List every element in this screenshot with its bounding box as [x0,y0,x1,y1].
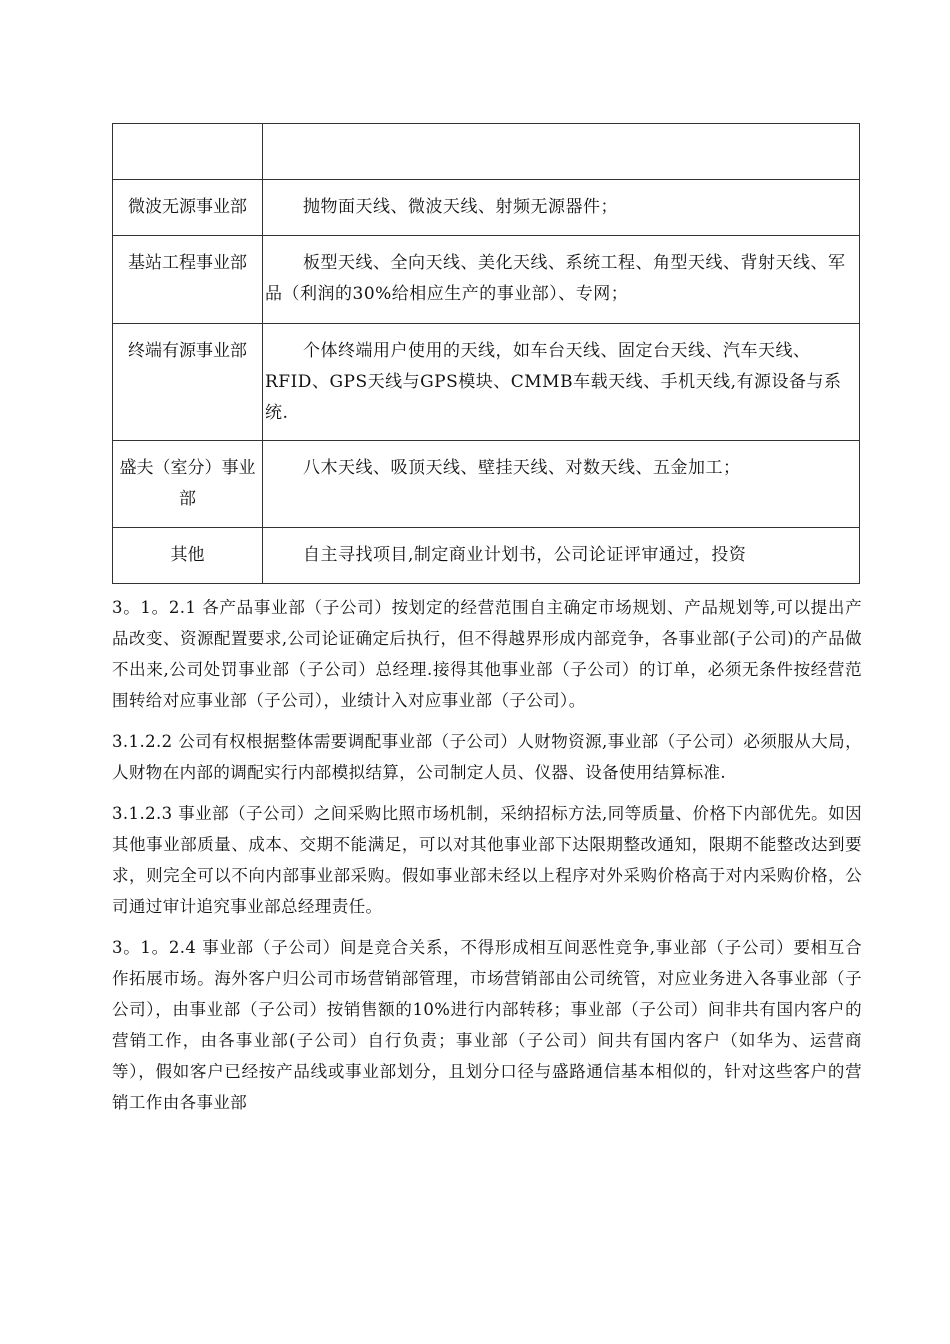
table-row [113,236,860,324]
scope-cell [263,124,860,180]
table-row [113,180,860,236]
scope-cell: 自主寻找项目,制定商业计划书，公司论证评审通过，投资 [263,528,860,584]
dept-cell: 其他 [113,528,263,584]
table-row [113,324,860,441]
table-row [113,124,860,180]
paragraph-3-1-2-2: 3.1.2.2 公司有权根据整体需要调配事业部（子公司）人财物资源,事业部（子公司）必须服从大局，人财物在内部的调配实行内部模拟结算，公司制定人员、仪器、设备使用结算标准. [112,732,862,782]
paragraph-3-1-2-3: 3.1.2.3 事业部（子公司）之间采购比照市场机制，采纳招标方法,同等质量、价格下内部优先。如因其他事业部质量、成本、交期不能满足，可以对其他事业部下达限期整改通知，限期不能整改达到要求，则完全可以不向内部事业部采购。假如事业部未经以上程序对外采购价格高于对内采购价格，公司通过审计追究事业部总经理责任。 [112,804,862,916]
dept-cell: 基站工程事业部 [113,236,263,324]
scope-cell: 板型天线、全向天线、美化天线、系统工程、角型天线、背射天线、军品（利润的30%给相应生产的事业部）、专网； [263,236,860,324]
business-scope-table [112,123,860,584]
dept-cell: 微波无源事业部 [113,180,263,236]
table-row [113,528,860,584]
table-row [113,441,860,528]
scope-cell: 抛物面天线、微波天线、射频无源器件； [263,180,860,236]
paragraph-3-1-2-1: 3。1。2.1 各产品事业部（子公司）按划定的经营范围自主确定市场规划、产品规划等,可以提出产品改变、资源配置要求,公司论证确定后执行，但不得越界形成内部竞争，各事业部(子公司)的产品做不出来,公司处罚事业部（子公司）总经理.接得其他事业部（子公司）的订单，必须无条件按经营范围转给对应事业部（子公司），业绩计入对应事业部（子公司）。 [112,598,862,710]
scope-cell: 八木天线、吸顶天线、壁挂天线、对数天线、五金加工； [263,441,860,528]
dept-cell: 终端有源事业部 [113,324,263,441]
paragraph-3-1-2-4: 3。1。2.4 事业部（子公司）间是竞合关系，不得形成相互间恶性竞争,事业部（子公司）要相互合作拓展市场。海外客户归公司市场营销部管理，市场营销部由公司统管，对应业务进入各事业部（子公司），由事业部（子公司）按销售额的10%进行内部转移；事业部（子公司）间非共有国内客户的营销工作，由各事业部(子公司）自行负责；事业部（子公司）间共有国内客户（如华为、运营商等），假如客户已经按产品线或事业部划分，且划分口径与盛路通信基本相似的，针对这些客户的营销工作由各事业部 [112,938,862,1112]
dept-cell: 盛夫（室分）事业部 [113,441,263,528]
dept-cell [113,124,263,180]
scope-cell: 个体终端用户使用的天线，如车台天线、固定台天线、汽车天线、RFID、GPS天线与GPS模块、CMMB车载天线、手机天线,有源设备与系统. [263,324,860,441]
body-text [112,592,862,1128]
